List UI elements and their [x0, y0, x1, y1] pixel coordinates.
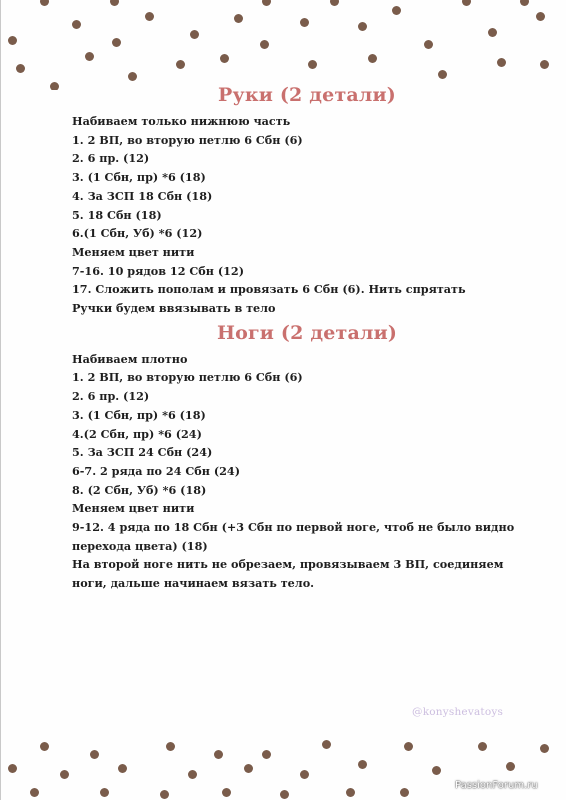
instruction-line: 5. 18 Сбн (18)	[72, 207, 162, 222]
page-divider	[0, 0, 1, 800]
instruction-line: 1. 2 ВП, во вторую петлю 6 Сбн (6)	[72, 370, 303, 385]
instruction-line: Набиваем только нижнюю часть	[72, 114, 291, 128]
instruction-line: 8. (2 Сбн, Уб) *6 (18)	[72, 482, 207, 497]
pattern-content	[72, 84, 532, 593]
section-legs	[72, 322, 532, 593]
instruction-line: 17. Сложить пополам и провязать 6 Сбн (6). Нить спрятать	[72, 282, 466, 297]
instruction-line: На второй ноге нить не обрезаем, провязываем 3 ВП, соединяем ноги, дальше начинаем вязать тело.	[72, 557, 504, 591]
author-watermark: @konyshevatoys	[412, 706, 504, 718]
instruction-line: Набиваем плотно	[72, 351, 188, 366]
polka-dot-header-decoration	[0, 0, 566, 90]
instruction-line: 3. (1 Сбн, пр) *6 (18)	[72, 170, 206, 185]
instruction-line: 2. 6 пр. (12)	[72, 151, 150, 166]
instruction-line: 9-12. 4 ряда по 18 Сбн (+3 Сбн по первой ноге, чтоб не было видно перехода цвета) (18)	[72, 520, 515, 553]
section-arms	[72, 84, 532, 318]
instruction-line: 4.(2 Сбн, пр) *6 (24)	[72, 426, 202, 441]
instruction-line: 6-7. 2 ряда по 24 Сбн (24)	[72, 463, 240, 478]
instruction-line: 4. За ЗСП 18 Сбн (18)	[72, 188, 213, 203]
instruction-line: 6.(1 Сбн, Уб) *6 (12)	[72, 226, 203, 241]
instruction-line: 1. 2 ВП, во вторую петлю 6 Сбн (6)	[72, 132, 303, 147]
instruction-line: 5. За ЗСП 24 Сбн (24)	[72, 445, 213, 460]
section-title-arms: Руки (2 детали)	[217, 84, 397, 106]
instruction-line: 7-16. 10 рядов 12 Сбн (12)	[72, 263, 244, 278]
instruction-line: 2. 6 пр. (12)	[72, 389, 150, 404]
instruction-line: Меняем цвет нити	[72, 244, 195, 259]
instruction-line: Ручки будем ввязывать в тело	[72, 301, 276, 316]
instruction-line: Меняем цвет нити	[72, 501, 195, 516]
site-watermark: PassionForum.ru	[455, 780, 538, 791]
section-title-legs: Ноги (2 детали)	[216, 321, 398, 344]
instruction-line: 3. (1 Сбн, пр) *6 (18)	[72, 407, 206, 422]
